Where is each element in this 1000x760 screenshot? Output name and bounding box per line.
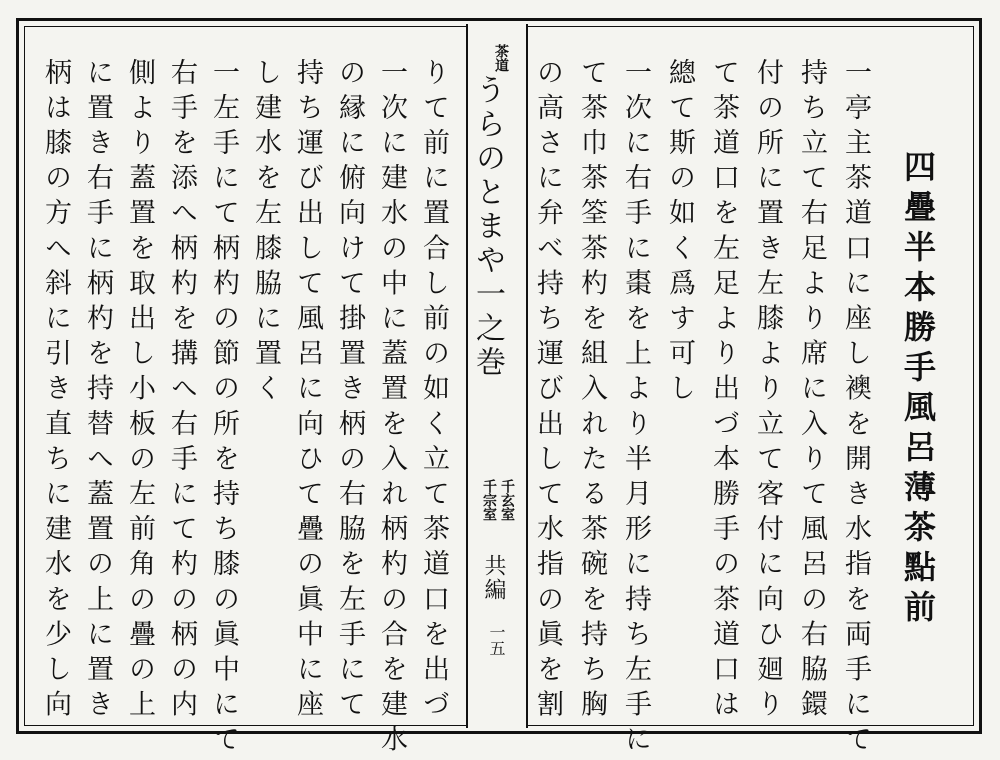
right-col-2: 持ち立て右足より席に入りて風呂の右脇鐶 [796, 58, 827, 725]
page-number: 一五 [487, 624, 506, 656]
left-col-6: 一左手にて柄杓の節の所を持ち膝の眞中にて [208, 58, 239, 760]
left-col-1: りて前に置合し前の如く立て茶道口を出づ [418, 58, 449, 725]
gutter-publisher: 茶道 [493, 44, 509, 72]
gutter-edited-label: 共編 [481, 554, 506, 602]
right-col-3: 付の所に置き左膝より立て客付に向ひ廻り [752, 58, 783, 725]
right-col-7: て茶巾茶筌茶杓を組入れたる茶碗を持ち胸 [576, 58, 607, 725]
left-col-9: に置き右手に柄杓を持替へ蓋置の上に置き [82, 58, 113, 725]
right-col-8: の高さに弁べ持ち運び出して水指の眞を割 [532, 58, 563, 725]
left-col-7: 右手を添へ柄杓を搆へ右手にて杓の柄の内 [166, 58, 197, 725]
left-col-4: 持ち運び出して風呂に向ひて疊の眞中に座 [292, 58, 323, 725]
gutter-author-2: 千宗室 [481, 479, 497, 521]
center-gutter [466, 24, 528, 728]
gutter-author-1: 千玄室 [499, 479, 515, 521]
left-col-10: 柄は膝の方へ斜に引き直ちに建水を少し向 [40, 58, 71, 725]
right-col-1: 一亭主茶道口に座し襖を開き水指を両手にて [840, 58, 871, 760]
right-col-4: て茶道口を左足より出づ本勝手の茶道口は [708, 58, 739, 725]
right-col-6: 一次に右手に棗を上より半月形に持ち左手に [620, 58, 651, 760]
left-col-8: 側より蓋置を取出し小板の左前角の疊の上 [124, 58, 155, 725]
section-heading: 四疊半本勝手風呂薄茶點前 [899, 150, 937, 630]
left-col-3: の縁に俯向けて掛置き柄の右脇を左手にて [334, 58, 365, 725]
right-col-5: 總て斯の如く爲す可し [664, 58, 695, 409]
gutter-book-title: うらのとまや一之巻 [470, 74, 505, 380]
left-col-5: し建水を左膝脇に置く [250, 58, 281, 409]
left-col-2: 一次に建水の中に蓋置を入れ柄杓の合を建水 [376, 58, 407, 760]
